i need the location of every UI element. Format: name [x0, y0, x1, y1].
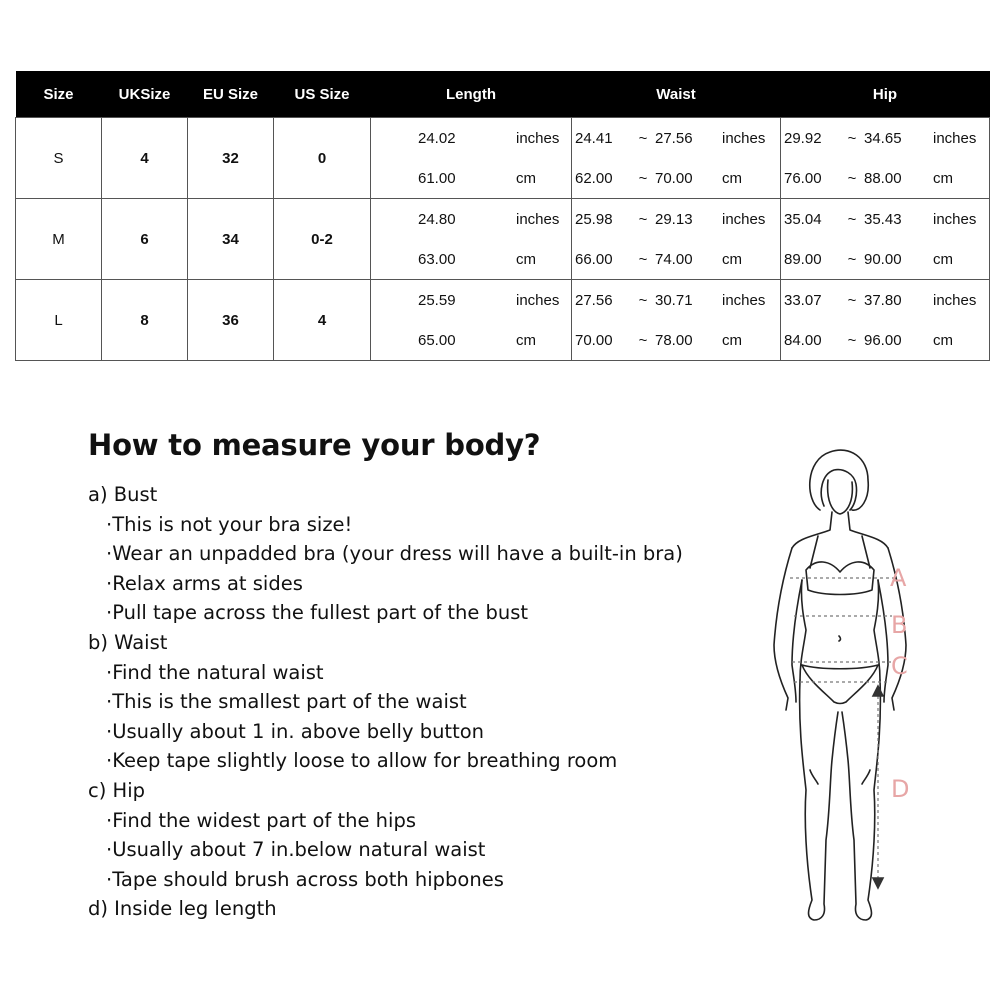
length-value: 61.00 [418, 169, 456, 187]
waist-min-value: 27.56 [575, 291, 613, 309]
hair-outline [810, 450, 868, 510]
cell-length [371, 280, 572, 361]
length-value: 24.80 [418, 210, 456, 228]
header-eu-size: EU Size [188, 71, 274, 118]
length-value: 63.00 [418, 250, 456, 268]
cell-us-size: 0 [274, 118, 371, 199]
cell-eu-size: 32 [188, 118, 274, 199]
length-value: 25.59 [418, 291, 456, 309]
unit-label: cm [722, 169, 742, 187]
header-length: Length [371, 71, 572, 118]
unit-label: cm [933, 331, 953, 349]
header-waist: Waist [572, 71, 781, 118]
left-leg [800, 680, 838, 920]
cell-eu-size: 36 [188, 280, 274, 361]
unit-label: cm [933, 250, 953, 268]
cell-length [371, 199, 572, 280]
cell-us-size: 0-2 [274, 199, 371, 280]
length-value: 65.00 [418, 331, 456, 349]
unit-label: inches [933, 129, 977, 147]
waist-inches-line [572, 118, 780, 158]
waist-max-value: 30.71 [655, 291, 693, 309]
waist-inches-line [572, 199, 780, 239]
header-us-size: US Size [274, 71, 371, 118]
table-row [16, 280, 990, 361]
header-uk-size: UKSize [102, 71, 188, 118]
face-outline [828, 480, 853, 514]
hip-min-value: 89.00 [784, 250, 822, 268]
label-a: A [890, 564, 907, 592]
unit-label: cm [722, 331, 742, 349]
label-c: C [891, 652, 908, 680]
cell-eu-size: 34 [188, 199, 274, 280]
guide-section-label: b) Waist [88, 630, 168, 654]
guide-section [88, 776, 683, 894]
size-chart-table [15, 71, 990, 361]
cell-uk-size: 6 [102, 199, 188, 280]
hip-inches-line [781, 118, 989, 158]
hip-cm-line [781, 320, 989, 360]
cell-hip [781, 118, 990, 199]
range-separator: ~ [847, 291, 857, 309]
unit-label: cm [516, 331, 536, 349]
guide-tips [88, 658, 683, 776]
body-measurement-figure [760, 440, 940, 930]
waist-max-value: 74.00 [655, 250, 693, 268]
guide-tip: ·This is the smallest part of the waist [106, 690, 467, 714]
hip-inches-line [781, 280, 989, 320]
unit-label: inches [933, 291, 977, 309]
unit-label: cm [516, 169, 536, 187]
waist-min-value: 66.00 [575, 250, 613, 268]
table-header-row [16, 71, 990, 118]
hip-min-value: 29.92 [784, 129, 822, 147]
length-cm-line [371, 320, 571, 360]
unit-label: inches [722, 210, 766, 228]
guide-tip: ·Pull tape across the fullest part of the bust [106, 601, 529, 625]
cell-waist [572, 118, 781, 199]
guide-title: How to measure your body? [88, 428, 541, 462]
waist-cm-line [572, 239, 780, 279]
guide-tip: ·Usually about 7 in.below natural waist [106, 838, 486, 862]
waist-max-value: 70.00 [655, 169, 693, 187]
range-separator: ~ [638, 291, 648, 309]
hip-max-value: 35.43 [864, 210, 902, 228]
header-size: Size [16, 71, 102, 118]
waist-max-value: 29.13 [655, 210, 693, 228]
cell-hip [781, 199, 990, 280]
length-cm-line [371, 158, 571, 198]
length-inches-line [371, 199, 571, 239]
unit-label: inches [722, 129, 766, 147]
waist-inches-line [572, 280, 780, 320]
waist-cm-line [572, 158, 780, 198]
cell-uk-size: 4 [102, 118, 188, 199]
cell-waist [572, 199, 781, 280]
range-separator: ~ [638, 331, 648, 349]
guide-section-label: d) Inside leg length [88, 897, 277, 921]
unit-label: inches [516, 129, 560, 147]
range-separator: ~ [638, 169, 648, 187]
guide-section-label: a) Bust [88, 483, 158, 506]
waist-min-value: 24.41 [575, 129, 613, 147]
waist-max-value: 27.56 [655, 129, 693, 147]
table-row [16, 118, 990, 199]
length-inches-line [371, 280, 571, 320]
hip-max-value: 34.65 [864, 129, 902, 147]
cell-waist [572, 280, 781, 361]
range-separator: ~ [847, 250, 857, 268]
hip-inches-line [781, 199, 989, 239]
range-separator: ~ [847, 210, 857, 228]
length-inches-line [371, 118, 571, 158]
waist-max-value: 78.00 [655, 331, 693, 349]
guide-tip: ·Relax arms at sides [106, 571, 303, 595]
measure-guide-list [88, 480, 683, 924]
waist-min-value: 25.98 [575, 210, 613, 228]
waist-min-value: 70.00 [575, 331, 613, 349]
guide-tips [88, 510, 683, 628]
range-separator: ~ [847, 169, 857, 187]
hip-max-value: 37.80 [864, 291, 902, 309]
cell-hip [781, 280, 990, 361]
range-separator: ~ [847, 331, 857, 349]
label-d: D [891, 775, 910, 803]
cell-uk-size: 8 [102, 280, 188, 361]
cell-size: S [16, 118, 102, 199]
unit-label: cm [722, 250, 742, 268]
guide-tip: ·Usually about 1 in. above belly button [106, 719, 485, 743]
guide-tips [88, 806, 683, 895]
hip-min-value: 76.00 [784, 169, 822, 187]
range-separator: ~ [638, 129, 648, 147]
cell-size: M [16, 199, 102, 280]
guide-tip: ·This is not your bra size! [106, 512, 353, 536]
unit-label: inches [722, 291, 766, 309]
guide-section-label: c) Hip [88, 778, 145, 802]
waist-min-value: 62.00 [575, 169, 613, 187]
guide-tip: ·Wear an unpadded bra (your dress will have a built-in bra) [106, 542, 683, 566]
guide-tip: ·Find the natural waist [106, 660, 324, 684]
hip-cm-line [781, 239, 989, 279]
guide-section [88, 628, 683, 776]
table-row [16, 199, 990, 280]
guide-tip: ·Tape should brush across both hipbones [106, 867, 504, 891]
left-arm [774, 548, 792, 710]
header-hip: Hip [781, 71, 990, 118]
hip-cm-line [781, 158, 989, 198]
hip-min-value: 33.07 [784, 291, 822, 309]
hip-min-value: 84.00 [784, 331, 822, 349]
range-separator: ~ [847, 129, 857, 147]
cell-length [371, 118, 572, 199]
label-b: B [891, 611, 908, 639]
unit-label: inches [933, 210, 977, 228]
range-separator: ~ [638, 210, 648, 228]
waist-cm-line [572, 320, 780, 360]
guide-tip: ·Keep tape slightly loose to allow for breathing room [106, 749, 618, 773]
length-value: 24.02 [418, 129, 456, 147]
hip-max-value: 90.00 [864, 250, 902, 268]
hip-max-value: 96.00 [864, 331, 902, 349]
unit-label: cm [516, 250, 536, 268]
length-cm-line [371, 239, 571, 279]
hip-max-value: 88.00 [864, 169, 902, 187]
briefs-outline [802, 665, 878, 704]
unit-label: inches [516, 210, 560, 228]
guide-section [88, 894, 683, 924]
cell-size: L [16, 280, 102, 361]
unit-label: inches [516, 291, 560, 309]
right-leg [842, 680, 880, 920]
range-separator: ~ [638, 250, 648, 268]
hip-min-value: 35.04 [784, 210, 822, 228]
cell-us-size: 4 [274, 280, 371, 361]
guide-section [88, 480, 683, 628]
guide-tip: ·Find the widest part of the hips [106, 808, 416, 832]
unit-label: cm [933, 169, 953, 187]
